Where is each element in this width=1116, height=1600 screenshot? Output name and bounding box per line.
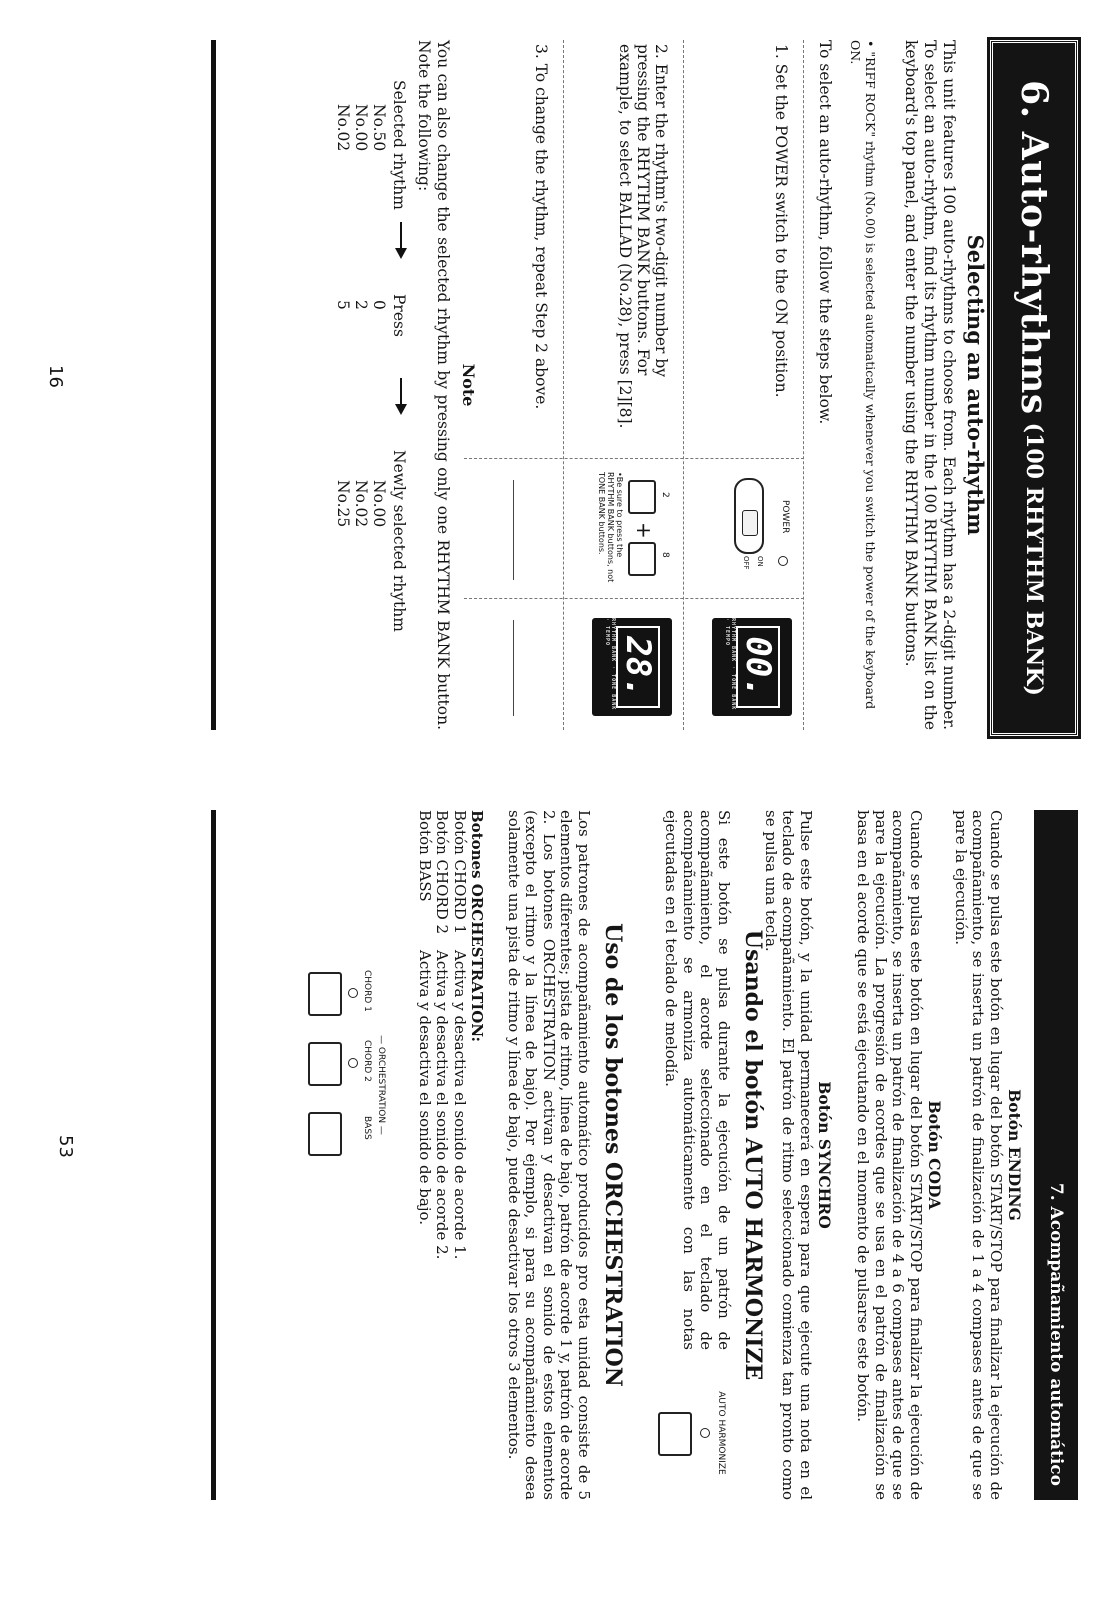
power-label: POWER <box>780 500 790 534</box>
divider <box>803 40 804 730</box>
rhythm-bank-keys-illustration <box>570 470 670 590</box>
auto-harmonize-indicator-icon <box>700 1428 710 1438</box>
list-item-name: Botón CHORD 2 <box>433 810 452 935</box>
header-selected-rhythm: Selected rhythm <box>390 80 408 210</box>
row-2-new: No.02 <box>352 480 370 528</box>
list-item <box>433 810 451 1500</box>
list-item <box>416 810 434 1500</box>
orchestration-buttons-heading: Botones ORCHESTRATION: <box>468 810 486 1043</box>
list-item-desc: Activa y desactiva el sonido de acorde 1. <box>451 950 469 1260</box>
page-rule <box>211 40 216 730</box>
auto-harmonize-label: AUTO HARMONIZE <box>716 1391 726 1475</box>
switch-knob-icon <box>742 510 758 536</box>
chord1-indicator-icon <box>348 988 358 998</box>
power-switch-illustration <box>695 470 790 590</box>
note-text: You can also change the selected rhythm by pressing only one RHYTHM BANK button. Note the following: <box>415 40 452 730</box>
manual-page-16 <box>0 20 1116 740</box>
step-3: 3. To change the rhythm, repeat Step 2 above. <box>532 44 550 410</box>
row-3-press: 5 <box>334 300 352 310</box>
chord1-button[interactable] <box>308 972 342 1016</box>
divider <box>563 40 564 730</box>
display-00-digits: 00. <box>736 626 780 707</box>
row-3-selected: No.02 <box>334 104 352 152</box>
list-item-desc: Activa y desactiva el sonido de bajo. <box>416 950 434 1226</box>
chapter-header-bar <box>1034 810 1078 1500</box>
orchestration-text: Los patrones de acompañamiento automático producidos pro esta unidad consiste de 5 elementos diferentes; pista de ritmo, línea de bajo, patrón de acorde 1 y, patrón de acorde 2. Los botones ORCHESTRATION activan y desactivan el sonido de estos elementos (excepto el ritmo y la línea de bajo). Por ejemplo, si para su acompañamiento desea solamente una pista de ritmo y línea de bajo, puede desactivar los otros 3 elementos. <box>505 810 593 1500</box>
page-number: 53 <box>55 1135 76 1158</box>
ending-text: Cuando se pulsa este botón en lugar del botón START/STOP para finalizar la ejecución de acompañamiento, se inserta un patrón de finalización de 1 a 4 compases antes de que se pare la ejecución. <box>952 810 1005 1500</box>
header-new-rhythm: Newly selected rhythm <box>390 450 408 632</box>
chord2-indicator-icon <box>348 1058 358 1068</box>
chord1-label: CHORD 1 <box>362 970 372 1012</box>
display-28-digits: 28. <box>616 626 660 707</box>
default-rhythm-bullet: • "RIFF ROCK" rhythm (No.00) is selected automatically whenever you switch the power of the keyboard ON. <box>848 40 878 710</box>
auto-harmonize-text: Si este botón se pulsa durante la ejecución de un patrón de acompañamiento, el acorde seleccionado en el teclado de acompañamiento se armoniza automáticamente con las notas ejecutadas en el teclado de melodía. <box>662 810 733 1350</box>
orchestration-buttons-illustration <box>296 970 386 1170</box>
display-00 <box>712 618 792 716</box>
auto-harmonize-illustration <box>646 1378 726 1488</box>
header-press: Press <box>390 294 408 337</box>
orchestration-heading: Uso de los botones ORCHESTRATION <box>600 923 626 1387</box>
list-item-name: Botón CHORD 1 <box>451 810 469 935</box>
row-1-press: 0 <box>370 300 388 310</box>
note-heading: Note <box>459 363 478 407</box>
row-2-selected: No.00 <box>352 104 370 152</box>
column-divider <box>464 458 804 459</box>
arrow-right-icon <box>392 376 410 416</box>
key-8-label: 8 <box>660 552 670 558</box>
column-divider <box>464 598 804 599</box>
row-2-press: 2 <box>352 300 370 310</box>
list-item-name: Botón BASS <box>416 810 434 902</box>
page-number: 16 <box>45 365 66 388</box>
display-28-strip: RHYTHM BANK · TONE BANK · TEMPO <box>604 618 616 711</box>
row-1-selected: No.50 <box>370 104 388 152</box>
manual-page-53 <box>0 790 1116 1510</box>
row-1-new: No.00 <box>370 480 388 528</box>
display-28 <box>592 618 672 716</box>
chapter-header: 7. Acompañamiento automático <box>1046 1182 1066 1486</box>
chapter-title-bar <box>990 40 1078 736</box>
orchestration-group-label: — ORCHESTRATION — <box>376 1035 386 1135</box>
step-2: 2. Enter the rhythm's two-digit number by pressing the RHYTHM BANK buttons. For example, to select BALLAD (No.28), press [2][8]. <box>616 44 670 429</box>
bank-warning-note: •Be sure to press the RHYTHM BANK buttons, not TONE BANK buttons. <box>597 472 624 583</box>
bass-button[interactable] <box>308 1112 342 1156</box>
auto-harmonize-heading: Usando el botón AUTO HARMONIZE <box>740 929 766 1381</box>
power-indicator-icon <box>778 556 788 566</box>
plus-sign: + <box>632 522 656 539</box>
auto-harmonize-button[interactable] <box>658 1412 692 1456</box>
synchro-heading: Botón SYNCHRO <box>815 1081 834 1229</box>
coda-heading: Botón CODA <box>925 1100 944 1210</box>
section-heading: Selecting an auto-rhythm <box>963 234 988 536</box>
power-switch[interactable] <box>734 478 764 554</box>
rhythm-change-table <box>318 80 408 680</box>
row-3-new: No.25 <box>334 480 352 528</box>
chapter-title: 6. Auto-rhythms <box>1013 80 1055 415</box>
steps-intro: To select an auto-rhythm, follow the steps below. <box>816 40 834 425</box>
key-2-label: 2 <box>660 492 670 498</box>
ending-heading: Botón ENDING <box>1005 1089 1024 1221</box>
rhythm-bank-button-8[interactable] <box>628 542 656 576</box>
placeholder-line <box>513 620 514 716</box>
list-item-desc: Activa y desactiva el sonido de acorde 2. <box>433 950 452 1260</box>
steps-table <box>434 40 804 730</box>
power-on-label: ON <box>756 556 764 567</box>
page-rule <box>211 810 216 1500</box>
coda-text: Cuando se pulsa este botón en lugar del botón START/STOP para finalizar la ejecución de acompañamiento, se inserta un patrón de finalización de 4 a 6 compases antes de que se pare la ejecución. La progresión de acordes que se usa en el patrón de finalización se basa en el acorde que se está ejecutando en el momento de pulsarse este botón. <box>854 810 925 1500</box>
rhythm-bank-button-2[interactable] <box>628 480 656 514</box>
list-item <box>451 810 469 1500</box>
chord2-button[interactable] <box>308 1042 342 1086</box>
divider <box>683 40 684 730</box>
synchro-text: Pulse este botón, y la unidad permanecerá en espera para que ejecute una nota en el teclado de acompañamiento. El patrón de ritmo seleccionado comienza tan pronto como se pulsa una tecla. <box>762 810 815 1500</box>
chapter-subtitle: (100 RHYTHM BANK) <box>1021 422 1047 696</box>
bass-label: BASS <box>362 1116 372 1140</box>
orchestration-buttons-list <box>416 810 469 1500</box>
power-off-label: OFF <box>742 556 750 570</box>
step-1: 1. Set the POWER switch to the ON position. <box>772 44 790 398</box>
chord2-label: CHORD 2 <box>362 1040 372 1082</box>
intro-paragraph: This unit features 100 auto-rhythms to choose from. Each rhythm has a 2-digit number. To select an auto-rhythm, find its rhythm number in the 100 RHYTHM BANK list on the keyboard's top panel, and enter the number using the RHYTHM BANK buttons. <box>902 40 958 730</box>
placeholder-line <box>513 480 514 580</box>
arrow-right-icon <box>392 220 410 260</box>
display-00-strip: RHYTHM BANK · TONE BANK · TEMPO <box>724 618 736 711</box>
